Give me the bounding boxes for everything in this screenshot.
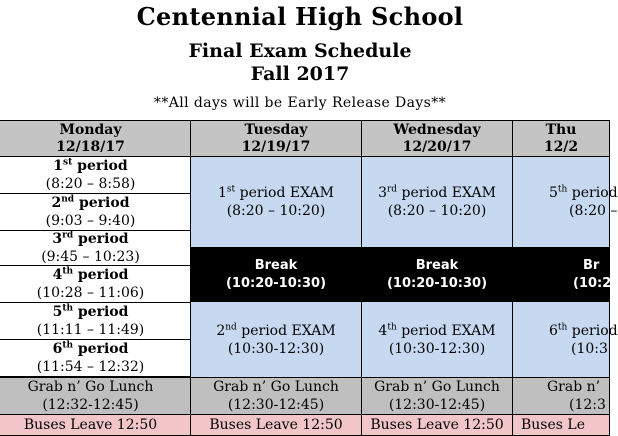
exam-time: (10:3 (571, 340, 608, 357)
break-label: Br (583, 257, 600, 273)
exam-time: (10:30-12:30) (388, 340, 486, 357)
period-word: period (74, 195, 130, 211)
lunch-time: (12:30-12:45) (388, 397, 486, 413)
ordinal-suffix: th (62, 303, 74, 314)
tuesday-break (190, 247, 362, 302)
period-number: 6 (549, 322, 558, 339)
period-number: 5 (52, 304, 63, 320)
day-name: Monday (59, 121, 122, 138)
ordinal-suffix: th (62, 340, 74, 351)
day-date: 12/2 (543, 138, 579, 155)
ordinal-suffix: st (226, 184, 236, 195)
day-date: 12/20/17 (402, 138, 472, 155)
period-number: 5 (549, 185, 558, 201)
exam-word: period EXAM (397, 185, 496, 201)
period-time: (10:28 – 11:06) (36, 285, 145, 301)
period-word: period (73, 304, 129, 320)
exam-word: period (567, 322, 618, 339)
buses-label: Buses Leave 12:50 (370, 417, 504, 433)
day-name: Wednesday (393, 121, 481, 138)
period-number: 3 (378, 185, 387, 201)
exam-word: period EXAM (236, 322, 336, 339)
thursday-exam-2 (512, 301, 618, 378)
ordinal-suffix: rd (387, 184, 398, 195)
period-time: (8:20 – 8:58) (45, 176, 136, 192)
exam-word: period EXAM (235, 185, 334, 201)
period-time: (11:54 – 12:32) (36, 359, 145, 375)
monday-lunch (0, 377, 191, 415)
period-word: period (73, 267, 129, 283)
break-time: (10:20-10:30) (386, 275, 488, 291)
thursday-break (512, 247, 610, 302)
period-number: 2 (51, 195, 62, 211)
break-label: Break (415, 257, 459, 273)
header-wednesday (361, 120, 513, 157)
exam-time: (10:30-12:30) (227, 340, 325, 357)
ordinal-suffix: th (62, 266, 74, 277)
monday-period-3 (0, 230, 191, 266)
schedule-title: Final Exam Schedule (188, 40, 412, 62)
period-word: period (72, 158, 128, 174)
buses-label: Buses Leave 12:50 (23, 417, 158, 433)
ordinal-suffix: nd (61, 194, 75, 205)
day-name: Thu (545, 121, 577, 138)
period-number: 6 (52, 341, 63, 357)
monday-period-6 (0, 339, 191, 377)
ordinal-suffix: th (387, 321, 397, 332)
monday-period-1 (0, 156, 191, 194)
buses-label: Buses Leave 12:50 (209, 417, 343, 433)
thursday-buses (512, 414, 610, 436)
period-word: period (73, 341, 129, 357)
day-date: 12/19/17 (241, 138, 311, 155)
wednesday-buses (361, 414, 513, 436)
break-label: Break (254, 257, 298, 273)
period-time: (9:03 – 9:40) (45, 213, 136, 229)
tuesday-lunch (190, 377, 362, 415)
tuesday-exam-1 (190, 156, 362, 248)
thursday-lunch (512, 377, 610, 415)
monday-period-4 (0, 265, 191, 303)
lunch-label: Grab n’ Go Lunch (213, 379, 339, 395)
early-release-note: **All days will be Early Release Days** (153, 95, 447, 111)
lunch-time: (12:3 (569, 397, 606, 413)
period-number: 4 (378, 322, 388, 339)
wednesday-break (361, 247, 513, 302)
header-tuesday (190, 120, 362, 157)
exam-time: (8:20 – 10:20) (387, 203, 487, 219)
period-number: 1 (53, 158, 64, 174)
lunch-time: (12:32-12:45) (42, 397, 139, 413)
school-title: Centennial High School (136, 2, 464, 31)
ordinal-suffix: st (63, 157, 73, 168)
period-number: 2 (216, 322, 226, 339)
ordinal-suffix: th (557, 184, 568, 195)
period-time: (9:45 – 10:23) (41, 249, 140, 265)
wednesday-exam-2 (361, 301, 513, 378)
header-thursday (512, 120, 610, 157)
monday-period-2 (0, 193, 191, 231)
wednesday-exam-1 (361, 156, 513, 248)
exam-time: (8:20 – 10:20) (226, 203, 326, 219)
ordinal-suffix: nd (225, 321, 237, 332)
exam-word: period EXAM (396, 322, 496, 339)
break-time: (10:2 (573, 275, 612, 291)
tuesday-buses (190, 414, 362, 436)
ordinal-suffix: th (557, 321, 568, 332)
monday-period-5 (0, 302, 191, 340)
period-number: 1 (217, 185, 227, 201)
period-number: 4 (52, 267, 63, 283)
period-word: period (73, 231, 129, 247)
lunch-time: (12:30-12:45) (227, 397, 325, 413)
thursday-exam-1 (512, 156, 618, 248)
lunch-label: Grab n’ Go Lunch (27, 379, 154, 395)
day-date: 12/18/17 (56, 138, 125, 155)
lunch-label: Grab n’ Go Lunch (374, 379, 500, 395)
term-title: Fall 2017 (250, 63, 350, 85)
period-number: 3 (52, 231, 63, 247)
tuesday-exam-2 (190, 301, 362, 378)
wednesday-lunch (361, 377, 513, 415)
exam-word: period (567, 185, 618, 201)
buses-label: Buses Le (521, 417, 585, 433)
break-time: (10:20-10:30) (225, 275, 327, 291)
exam-time: (8:20 – (569, 203, 618, 219)
day-name: Tuesday (244, 121, 308, 138)
ordinal-suffix: rd (62, 230, 74, 241)
period-time: (11:11 – 11:49) (36, 322, 145, 338)
monday-buses (0, 414, 191, 436)
lunch-label: Grab n’ (547, 379, 601, 395)
header-monday (0, 120, 191, 157)
